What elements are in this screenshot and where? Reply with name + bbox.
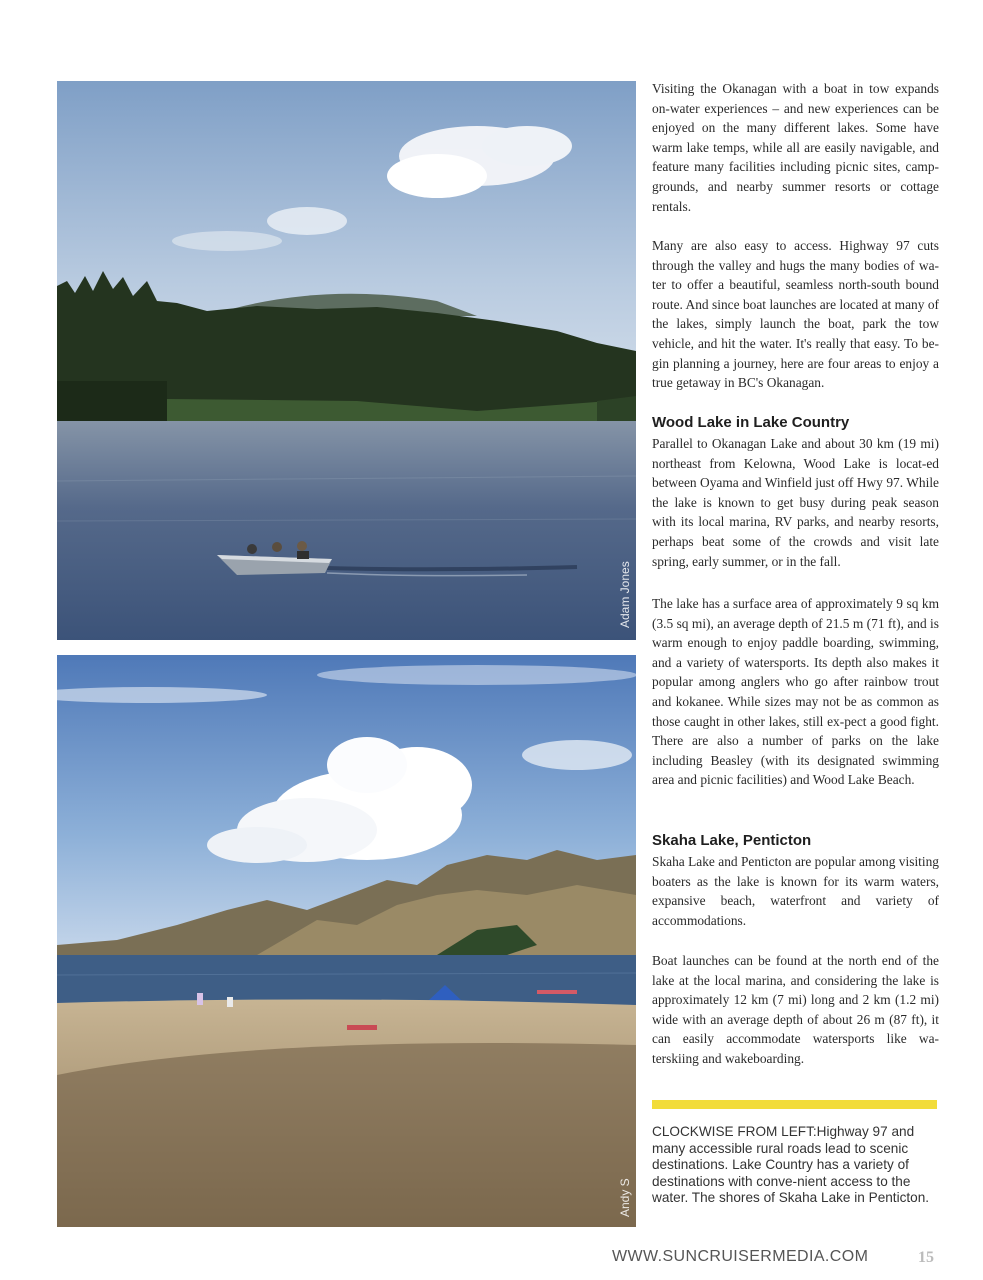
skaha-lake-heading: Skaha Lake, Penticton <box>652 832 812 849</box>
wood-lake-image <box>57 81 636 640</box>
skaha-lake-image <box>57 655 636 1227</box>
photo-credit-top: Adam Jones <box>618 561 632 628</box>
skaha-lake-paragraph-2: Boat launches can be found at the north end of the lake at the local marina, and considering the lake is approximately 12 km (7 mi) long and 2 km (1.2 mi) wide with an average depth of about 26 m (87 ft), it can easily accommodate watersports like wa-terskiing and wakeboarding. <box>652 953 939 1066</box>
wood-lake-paragraph-2: The lake has a surface area of approximately 9 sq km (3.5 sq mi), an average depth of 21.5 m (71 ft), and is warm enough to enjoy paddle boarding, swimming, and a variety of watersports. Its depth also makes it popular among anglers who go after rainbow trout and kokanee. While sizes may not be as common as those caught in other lakes, still ex-pect a good fight. There are also a number of parks on the lake including Beasley (with its designated swimming area and picnic facilities) and Wood Lake Beach. <box>652 596 939 788</box>
wood-lake-heading: Wood Lake in Lake Country <box>652 414 850 431</box>
footer-website-url: WWW.SUNCRUISERMEDIA.COM <box>612 1248 869 1265</box>
wood-lake-paragraph-1: Parallel to Okanagan Lake and about 30 km (19 mi) northeast from Kelowna, Wood Lake is locat-ed between Oyama and Winfield just off Hwy 97. While the lake is known to get busy during peak season with its local marina, RV parks, and nearby resorts, perhaps beat some of the crowds and visit late spring, early summer, or in the fall. <box>652 436 939 569</box>
page-number: 15 <box>918 1249 934 1266</box>
skaha-lake-paragraph-1: Skaha Lake and Penticton are popular among visiting boaters as the lake is known for its warm waters, expansive beach, waterfront and variety of accommodations. <box>652 854 939 928</box>
photo-caption: CLOCKWISE FROM LEFT:Highway 97 and many accessible rural roads lead to scenic destinations. Lake Country has a variety of destinations with conve-nient access to the water. The shores of Skaha Lake in Penticton. <box>652 1124 930 1205</box>
wood-lake-photo <box>57 81 636 640</box>
intro-paragraph-1: Visiting the Okanagan with a boat in tow expands on-water experiences – and new experiences can be enjoyed on the many different lakes. Some have warm lake temps, while all are easily navigable, and feature many facilities including picnic sites, camp-grounds, and nearby summer resorts or cottage rentals. <box>652 81 939 214</box>
intro-paragraph-2: Many are also easy to access. Highway 97 cuts through the valley and hugs the many bodies of wa-ter to offer a beautiful, seamless north-south bound route. And since boat launches are located at many of the lakes, simply launch the boat, park the tow vehicle, and hit the water. It's really that easy. To be-gin planning a journey, here are four areas to enjoy a true getaway in BC's Okanagan. <box>652 238 939 391</box>
caption-accent-rule <box>652 1100 937 1109</box>
photo-credit-bottom: Andy S <box>618 1178 632 1217</box>
skaha-lake-photo <box>57 655 636 1227</box>
